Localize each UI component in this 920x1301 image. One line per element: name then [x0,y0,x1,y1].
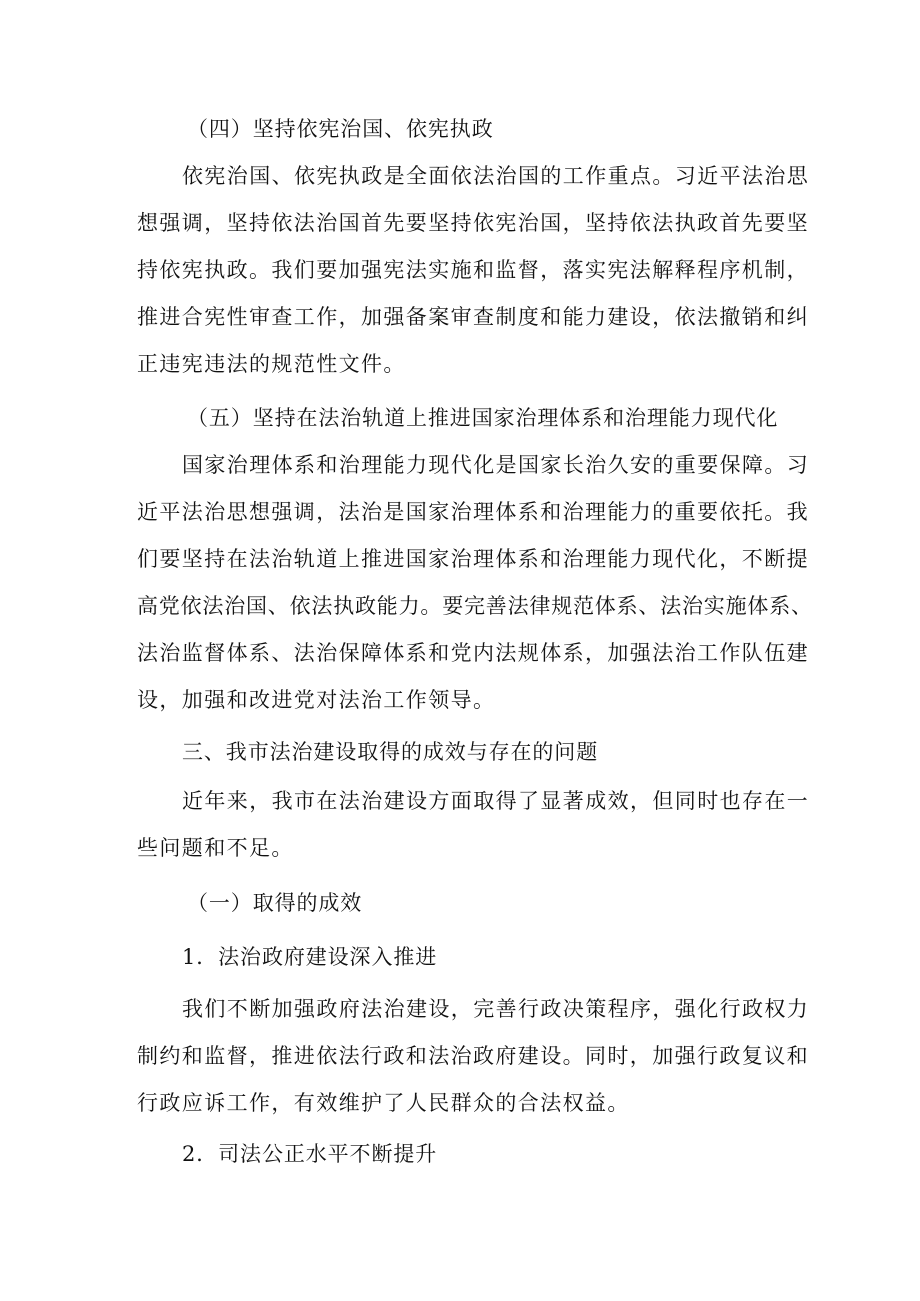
paragraph-line: 些问题和不足。 [137,836,294,860]
paragraph-line: 想强调，坚持依法治国首先要坚持依宪治国，坚持依法执政首先要坚 [137,211,809,235]
paragraph-line: 高党依法治国、依法执政能力。要完善法律规范体系、法治实施体系、 [137,594,813,618]
subsection-heading-1: （一）取得的成效 [187,891,363,915]
paragraph-line: 近年来，我市在法治建设方面取得了显著成效，但同时也存在一 [182,789,810,813]
paragraph-line: 们要坚持在法治轨道上推进国家治理体系和治理能力现代化，不断提 [137,547,809,571]
paragraph-line: 法治监督体系、法治保障体系和党内法规体系，加强法治工作队伍建 [137,641,809,665]
paragraph-line: 近平法治思想强调，法治是国家治理体系和治理能力的重要依托。我 [137,500,809,524]
section-heading-5: （五）坚持在法治轨道上推进国家治理体系和治理能力现代化 [187,406,779,430]
paragraph-line: 国家治理体系和治理能力现代化是国家长治久安的重要保障。习 [182,453,810,477]
paragraph-line: 我们不断加强政府法治建设，完善行政决策程序，强化行政权力 [182,997,810,1021]
paragraph-line: 持依宪执政。我们要加强宪法实施和监督，落实宪法解释程序机制， [137,258,809,282]
paragraph-line: 制约和监督，推进依法行政和法治政府建设。同时，加强行政复议和 [137,1044,809,1068]
chapter-heading-3: 三、我市法治建设取得的成效与存在的问题 [182,740,599,764]
paragraph-line: 设，加强和改进党对法治工作领导。 [137,688,496,712]
paragraph-line: 正违宪违法的规范性文件。 [137,352,406,376]
item-heading-2: 2．司法公正水平不断提升 [182,1142,438,1166]
paragraph-line: 推进合宪性审查工作，加强备案审查制度和能力建设，依法撤销和纠 [137,305,809,329]
section-heading-4: （四）坚持依宪治国、依宪执政 [187,117,494,141]
paragraph-line: 依宪治国、依宪执政是全面依法治国的工作重点。习近平法治思 [182,164,810,188]
paragraph-line: 行政应诉工作，有效维护了人民群众的合法权益。 [137,1091,630,1115]
item-heading-1: 1．法治政府建设深入推进 [182,945,438,969]
